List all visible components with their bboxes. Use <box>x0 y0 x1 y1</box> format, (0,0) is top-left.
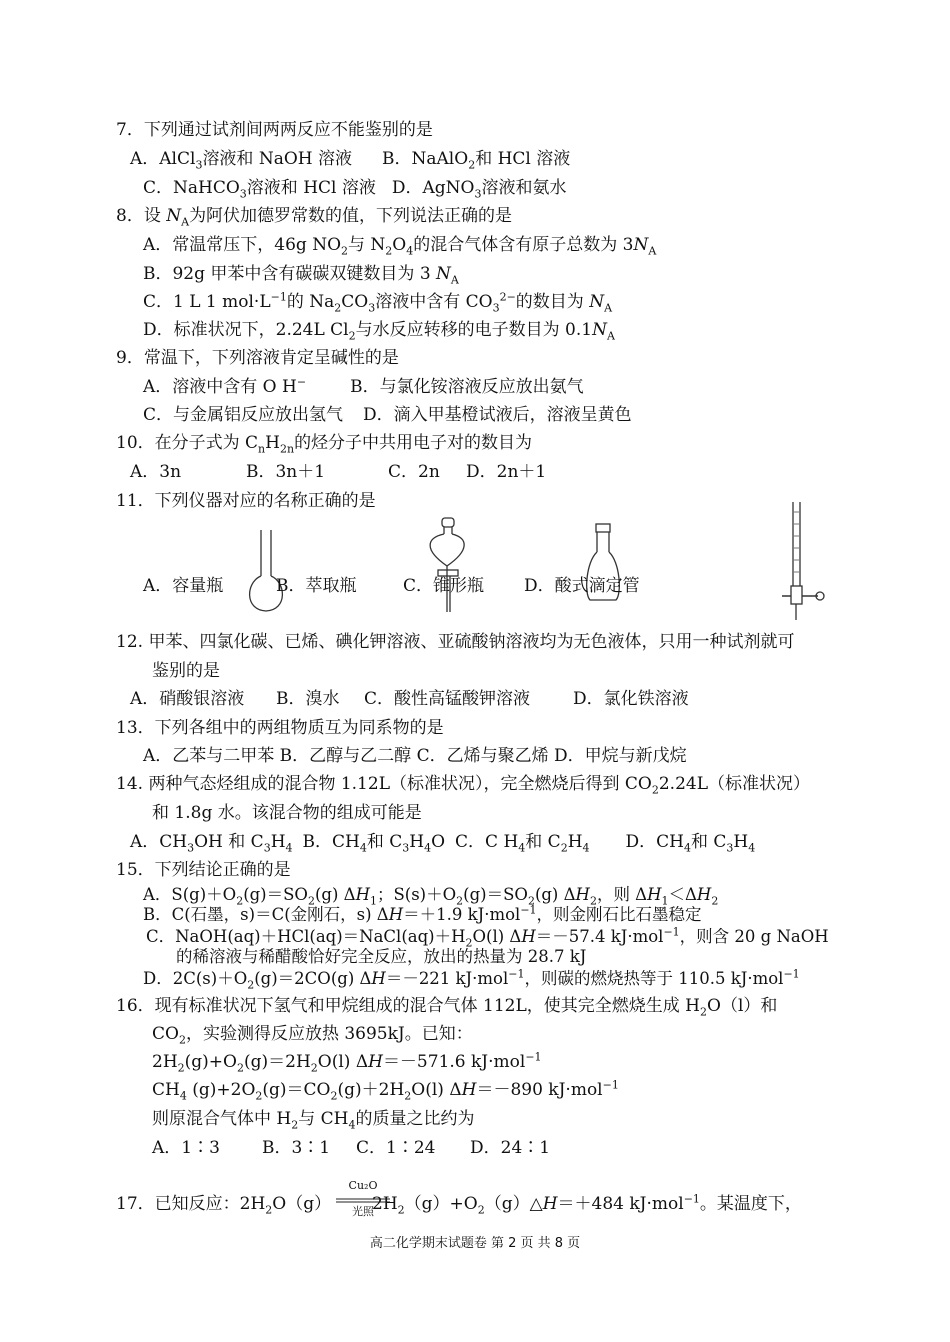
q17-stem-post: $2H_2(g)+O_2(g)\triangle H=+484$ kJ·mol$^{-1}$。某温度下， <box>372 1192 802 1217</box>
q16-equation-2: $CH_4$ $(g)+2O_2(g)=CO_2(g)+2H_2O(l)$ ΔH＝－890 kJ·mol$^{-1}$ <box>152 1078 619 1103</box>
q8-option-d: D．标准状况下，2.24L $Cl_2$与水反应转移的电子数目为 $0.1N_A$ <box>143 320 615 343</box>
q14-options: A．$CH_3OH$ 和 $C_3H_4$ B．$CH_4$和 $C_3H_4O$ C．C $H_4$和 $C_2H_4$ D．$CH_4$和 $C_3H_4$ <box>130 832 756 855</box>
q10-option-d: D．2n＋1 <box>466 462 547 482</box>
q13-options: A．乙苯与二甲苯 B．乙醇与乙二醇 C．乙烯与聚乙烯 D．甲烷与新戊烷 <box>143 746 687 766</box>
q16-option-d: D．24∶1 <box>470 1138 551 1158</box>
q15-stem: 15．下列结论正确的是 <box>116 860 291 880</box>
q15-option-d: D．$2C(s)+O_2(g)=2CO(g)$ ΔH＝－221 kJ·mol$^{-1}$，则碳的燃烧热等于 110.5 kJ·mol$^{-1}$ <box>143 967 800 992</box>
q10-option-c: C．2n <box>388 462 440 482</box>
q16-question: 则原混合气体中 $H_2$与 $CH_4$的质量之比约为 <box>152 1109 475 1132</box>
q14-stem: 14. 两种气态烃组成的混合物 1.12L（标准状况），完全燃烧后得到 $CO_22.24L$（标准状况） <box>116 774 810 797</box>
q9-options-cd: C．与金属铝反应放出氢气 D．滴入甲基橙试液后，溶液呈黄色 <box>143 405 632 425</box>
q15-option-c-continued: 的稀溶液与稀醋酸恰好完全反应，放出的热量为 28.7 kJ <box>176 947 587 966</box>
q11-stem: 11．下列仪器对应的名称正确的是 <box>116 491 376 511</box>
q8-option-a: A．常温常压下，46g $NO_2$与 $N_2O_4$的混合气体含有原子总数为 $3N_A$ <box>143 235 657 258</box>
q10-stem: 10．在分子式为 $C_nH_{2n}$的烃分子中共用电子对的数目为 <box>116 433 533 456</box>
q16-option-a: A．1∶3 <box>152 1138 220 1158</box>
q11-option-b: B．萃取瓶 <box>276 576 357 596</box>
q12-stem-continued: 鉴别的是 <box>152 661 220 681</box>
q8-stem: 8．设 $N_A$为阿伏加德罗常数的值，下列说法正确的是 <box>116 206 513 229</box>
q12-option-c: C．酸性高锰酸钾溶液 <box>364 689 531 709</box>
q12-stem: 12. 甲苯、四氯化碳、已烯、碘化钾溶液、亚硫酸钠溶液均为无色液体，只用一种试剂就可 <box>116 632 795 652</box>
q15-option-a: A．$S(g)+O_2(g)=SO_2(g)$ $\Delta H_1$；$S(s)+O_2(g)=SO_2(g)$ $\Delta H_2$，则 $\Delta H_1<\Delta H_2$ <box>143 885 719 908</box>
q15-option-c: C．$NaOH(aq)+HCl(aq)=NaCl(aq)+H_2O(l)$ ΔH＝－57.4 kJ·mol$^{-1}$，则含 20 g NaOH <box>146 925 829 950</box>
q17-stem-pre: 17．已知反应：$2H_2O(g)$ <box>116 1194 332 1217</box>
q16-equation-1: $2H_2(g)+O_2(g)=2H_2O(l)$ ΔH＝－571.6 kJ·mol$^{-1}$ <box>152 1050 542 1075</box>
q7-stem: 7．下列通过试剂间两两反应不能鉴别的是 <box>116 120 433 140</box>
burette-figure <box>774 500 826 624</box>
q10-option-b: B．3n＋1 <box>246 462 326 482</box>
q16-option-c: C．1∶24 <box>356 1138 436 1158</box>
q9-stem: 9．常温下，下列溶液肯定呈碱性的是 <box>116 348 399 368</box>
separatory-funnel-figure <box>420 516 476 614</box>
q13-stem: 13．下列各组中的两组物质互为同系物的是 <box>116 718 444 738</box>
q12-option-d: D．氯化铁溶液 <box>573 689 689 709</box>
q9-options-ab: A．溶液中含有 O H− B．与氯化铵溶液反应放出氨气 <box>143 375 584 397</box>
q16-stem-continued: $CO_2$，实验测得反应放热 3695kJ。已知： <box>152 1024 473 1047</box>
q7-options-ab: A．AlCl$_3$溶液和 NaOH 溶液 B．NaAlO$_2$和 HCl 溶液 <box>130 149 571 172</box>
q11-option-c: C．锥形瓶 <box>403 576 485 596</box>
q14-stem-continued: 和 1.8g 水。该混合物的组成可能是 <box>152 803 422 823</box>
volumetric-flask-figure <box>242 528 292 614</box>
q11-option-a: A．容量瓶 <box>143 576 224 596</box>
q16-option-b: B．3∶1 <box>262 1138 331 1158</box>
q17-condition-label: 光照 <box>352 1205 374 1218</box>
q8-option-c: C．1 L 1 $mol\cdot L^{-1}$的 $Na_2CO_3$溶液中含有 $CO_3^{2-}$的数目为 $N_A$ <box>143 290 613 315</box>
q11-option-d: D．酸式滴定管 <box>524 576 640 596</box>
q16-stem: 16．现有标准状况下氢气和甲烷组成的混合气体 112L，使其完全燃烧生成 $H_2O(l)$和 <box>116 996 778 1019</box>
q7-options-cd: C．NaHCO$_3$溶液和 HCl 溶液 D．AgNO$_3$溶液和氨水 <box>143 178 567 201</box>
page-footer: 高二化学期末试题卷 第 2 页 共 8 页 <box>369 1236 581 1251</box>
q17-catalyst-label: Cu₂O <box>348 1179 378 1192</box>
q8-option-b: B．92g 甲苯中含有碳碳双键数目为 3 $N_A$ <box>143 264 459 287</box>
q12-option-a: A．硝酸银溶液 <box>130 689 245 709</box>
q15-option-b: B．C(石墨，s)＝C(金刚石，s) ΔH＝＋1.9 kJ·mol$^{-1}$，则金刚石比石墨稳定 <box>143 903 702 924</box>
q10-option-a: A．3n <box>130 462 182 482</box>
q12-option-b: B．溴水 <box>276 689 340 709</box>
